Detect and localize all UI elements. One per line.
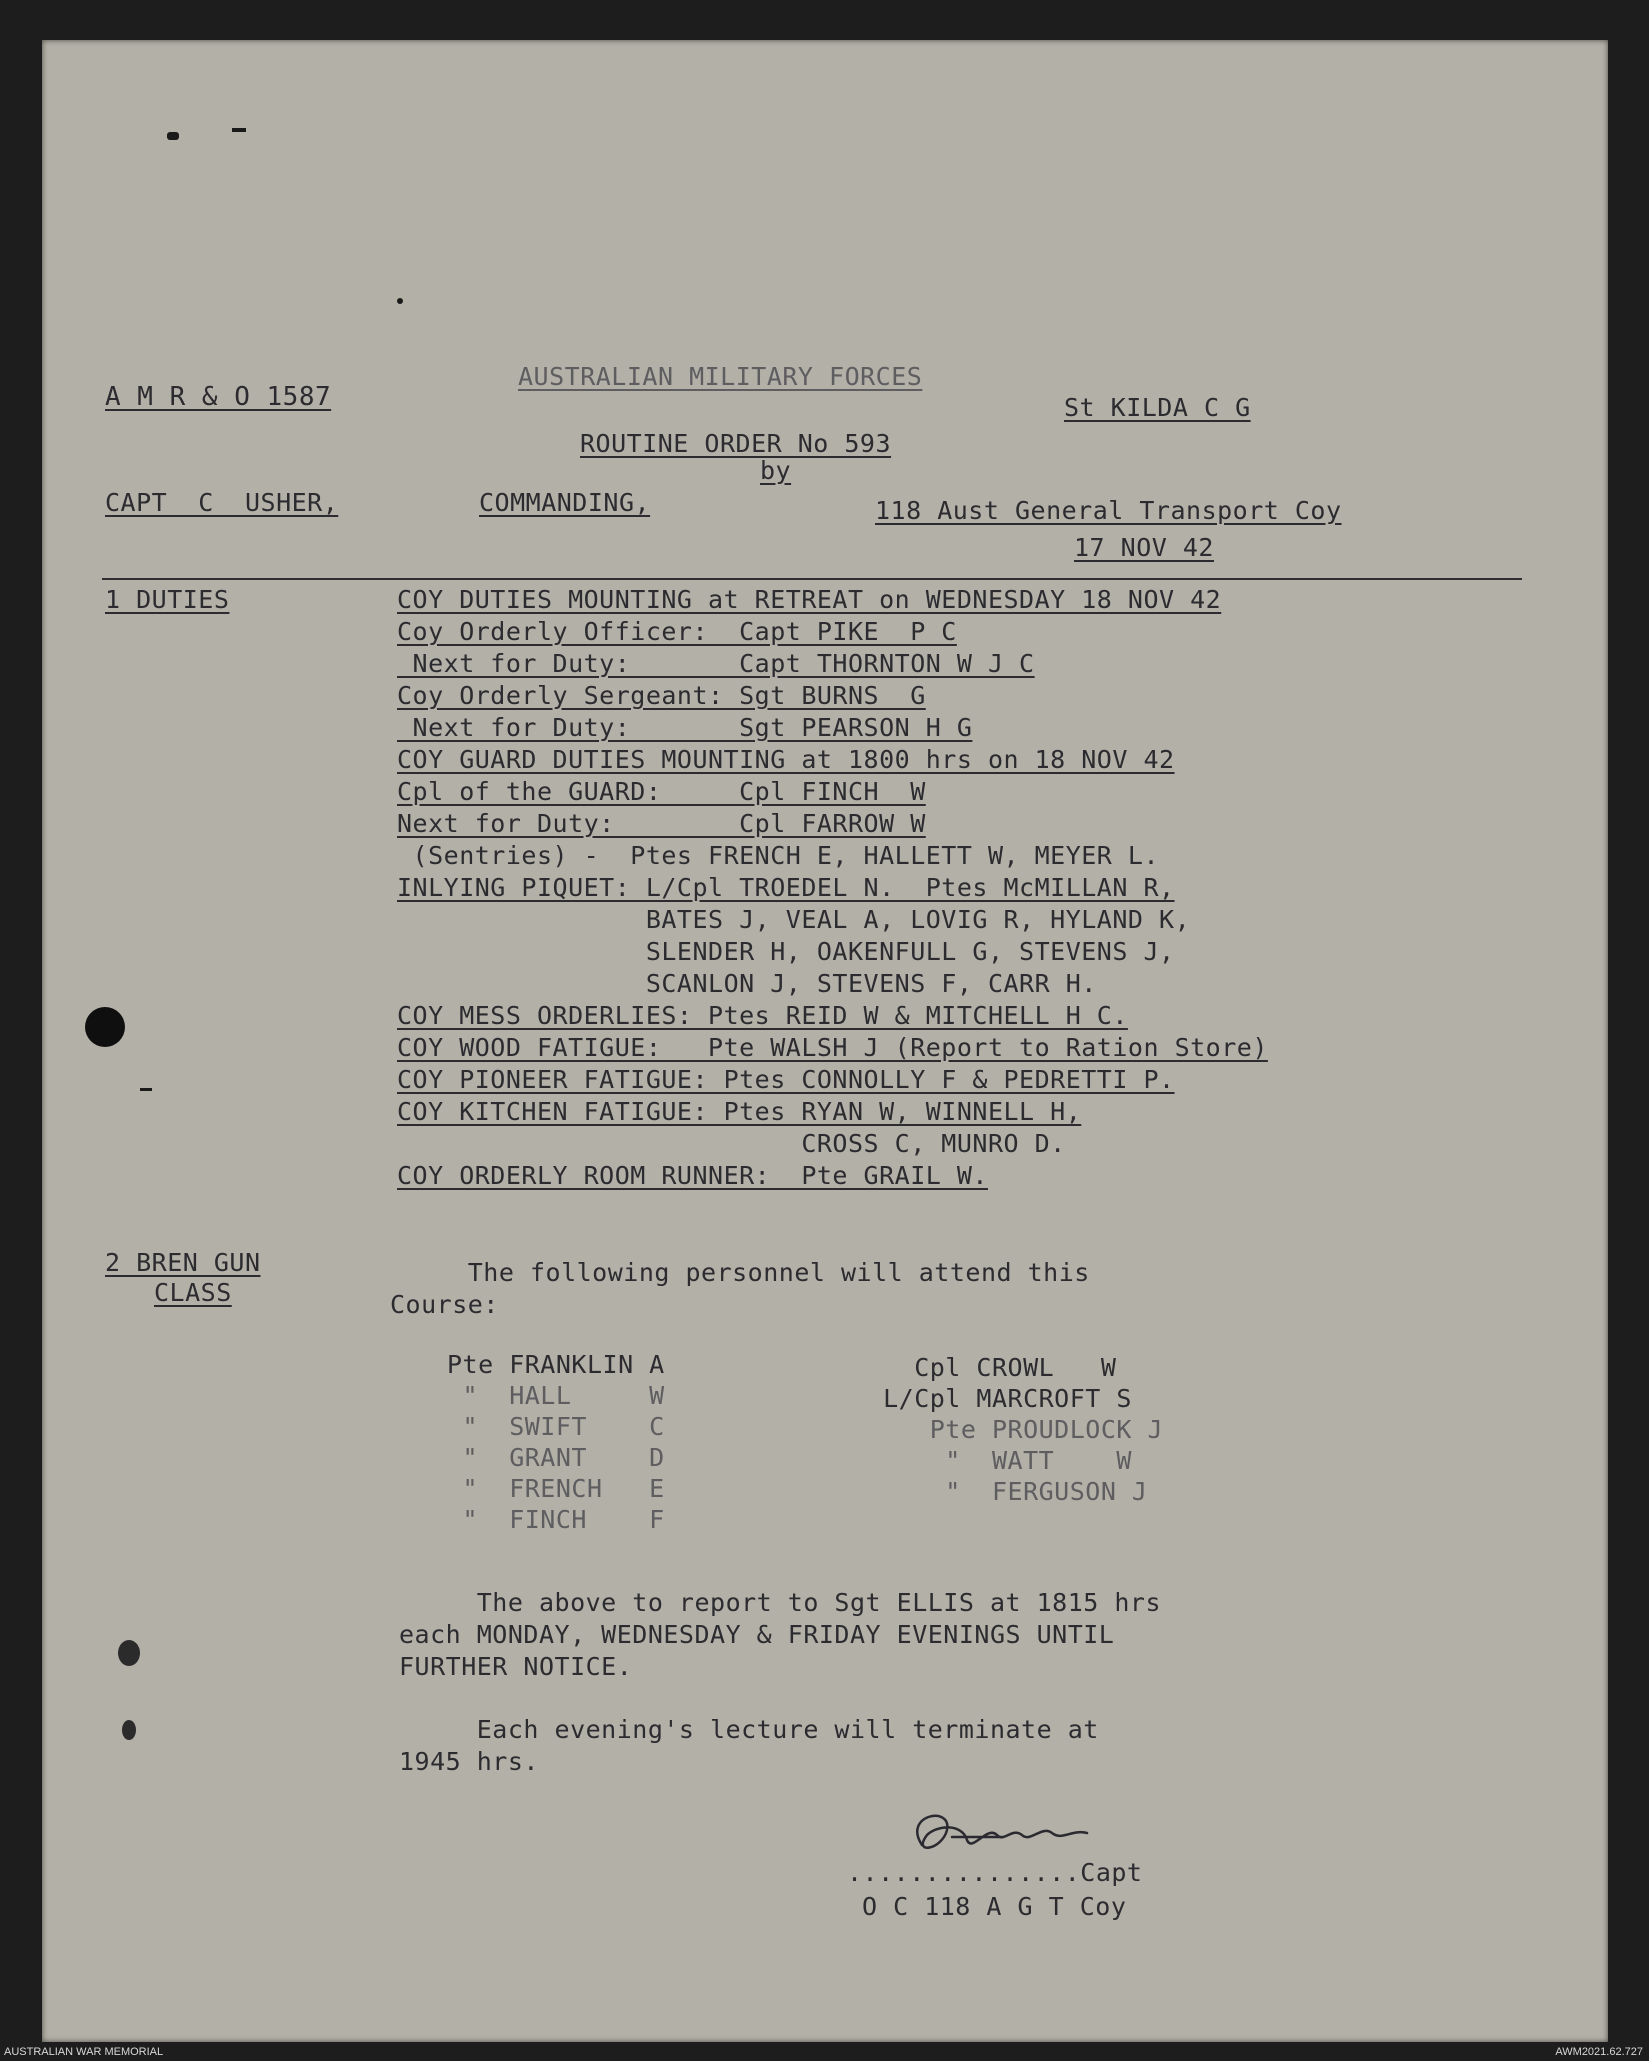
- document-heading: AUSTRALIAN MILITARY FORCES: [518, 362, 923, 391]
- course-intro-cont: Course:: [390, 1290, 499, 1319]
- archive-footer-left: AUSTRALIAN WAR MEMORIAL: [4, 2046, 164, 2058]
- signature-line: ...............Capt: [847, 1858, 1143, 1887]
- document-page: [42, 40, 1608, 2042]
- ink-speck: [122, 1720, 136, 1740]
- duty-line: COY MESS ORDERLIES: Ptes REID W & MITCHELL H C.: [397, 1001, 1128, 1030]
- duty-line: SCANLON J, STEVENS F, CARR H.: [397, 969, 1097, 998]
- duty-line: BATES J, VEAL A, LOVIG R, HYLAND K,: [397, 905, 1191, 934]
- document-reference: A M R & O 1587: [105, 382, 332, 412]
- duty-line: COY GUARD DUTIES MOUNTING at 1800 hrs on 18 NOV 42: [397, 745, 1175, 774]
- archive-footer-right: AWM2021.62.727: [1555, 2046, 1643, 2058]
- duty-line: COY DUTIES MOUNTING at RETREAT on WEDNESDAY 18 NOV 42: [397, 585, 1222, 614]
- duty-line: COY PIONEER FATIGUE: Ptes CONNOLLY F & PEDRETTI P.: [397, 1065, 1175, 1094]
- duty-line: (Sentries) - Ptes FRENCH E, HALLETT W, MEYER L.: [397, 841, 1160, 870]
- personnel-entry: " FINCH F: [447, 1505, 665, 1534]
- order-title: ROUTINE ORDER No 593: [580, 429, 892, 458]
- lecture-paragraph-line2: 1945 hrs.: [399, 1747, 539, 1776]
- ink-speck: [232, 128, 246, 132]
- personnel-entry: " GRANT D: [447, 1443, 665, 1472]
- ink-speck: [140, 1088, 152, 1091]
- personnel-entry: Pte PROUDLOCK J: [852, 1415, 1164, 1444]
- report-paragraph-line2: each MONDAY, WEDNESDAY & FRIDAY EVENINGS UNTIL: [399, 1620, 1115, 1649]
- personnel-entry: " HALL W: [447, 1381, 665, 1410]
- punch-hole: [85, 1007, 125, 1047]
- section-heading-class: CLASS: [154, 1278, 232, 1307]
- section-heading-duties: 1 DUTIES: [105, 585, 230, 614]
- duty-line: CROSS C, MUNRO D.: [397, 1129, 1066, 1158]
- duty-line: COY ORDERLY ROOM RUNNER: Pte GRAIL W.: [397, 1161, 988, 1190]
- duty-line: COY KITCHEN FATIGUE: Ptes RYAN W, WINNELL H,: [397, 1097, 1082, 1126]
- personnel-entry: L/Cpl MARCROFT S: [852, 1384, 1132, 1413]
- duty-line: SLENDER H, OAKENFULL G, STEVENS J,: [397, 937, 1175, 966]
- personnel-entry: Pte FRANKLIN A: [447, 1350, 665, 1379]
- personnel-entry: " FERGUSON J: [852, 1477, 1148, 1506]
- signatory-title: O C 118 A G T Coy: [862, 1892, 1127, 1921]
- lecture-paragraph-line1: Each evening's lecture will terminate at: [399, 1715, 1099, 1744]
- personnel-entry: " FRENCH E: [447, 1474, 665, 1503]
- personnel-entry: Cpl CROWL W: [852, 1353, 1117, 1382]
- duty-line: Coy Orderly Officer: Capt PIKE P C: [397, 617, 957, 646]
- report-paragraph-line1: The above to report to Sgt ELLIS at 1815 hrs: [399, 1588, 1162, 1617]
- order-date: 17 NOV 42: [1074, 533, 1214, 562]
- duty-line: Next for Duty: Sgt PEARSON H G: [397, 713, 973, 742]
- duty-line: Coy Orderly Sergeant: Sgt BURNS G: [397, 681, 926, 710]
- ink-speck: [397, 298, 403, 304]
- duty-line: Next for Duty: Cpl FARROW W: [397, 809, 926, 838]
- unit-name: 118 Aust General Transport Coy: [875, 496, 1342, 525]
- ink-speck: [167, 132, 179, 140]
- duty-line: INLYING PIQUET: L/Cpl TROEDEL N. Ptes McMILLAN R,: [397, 873, 1175, 902]
- location: St KILDA C G: [1064, 393, 1251, 422]
- commander-name: CAPT C USHER,: [105, 488, 339, 517]
- commanding-label: COMMANDING,: [479, 488, 651, 517]
- personnel-entry: " SWIFT C: [447, 1412, 665, 1441]
- duty-line: COY WOOD FATIGUE: Pte WALSH J (Report to Ration Store): [397, 1033, 1268, 1062]
- duty-line: Next for Duty: Capt THORNTON W J C: [397, 649, 1035, 678]
- duty-line: Cpl of the GUARD: Cpl FINCH W: [397, 777, 926, 806]
- section-heading-bren-gun: 2 BREN GUN: [105, 1248, 261, 1277]
- personnel-entry: " WATT W: [852, 1446, 1132, 1475]
- course-intro: The following personnel will attend this: [390, 1258, 1090, 1287]
- report-paragraph-line3: FURTHER NOTICE.: [399, 1652, 633, 1681]
- order-by: by: [760, 456, 792, 485]
- ink-speck: [118, 1640, 140, 1666]
- header-rule: [102, 578, 1522, 580]
